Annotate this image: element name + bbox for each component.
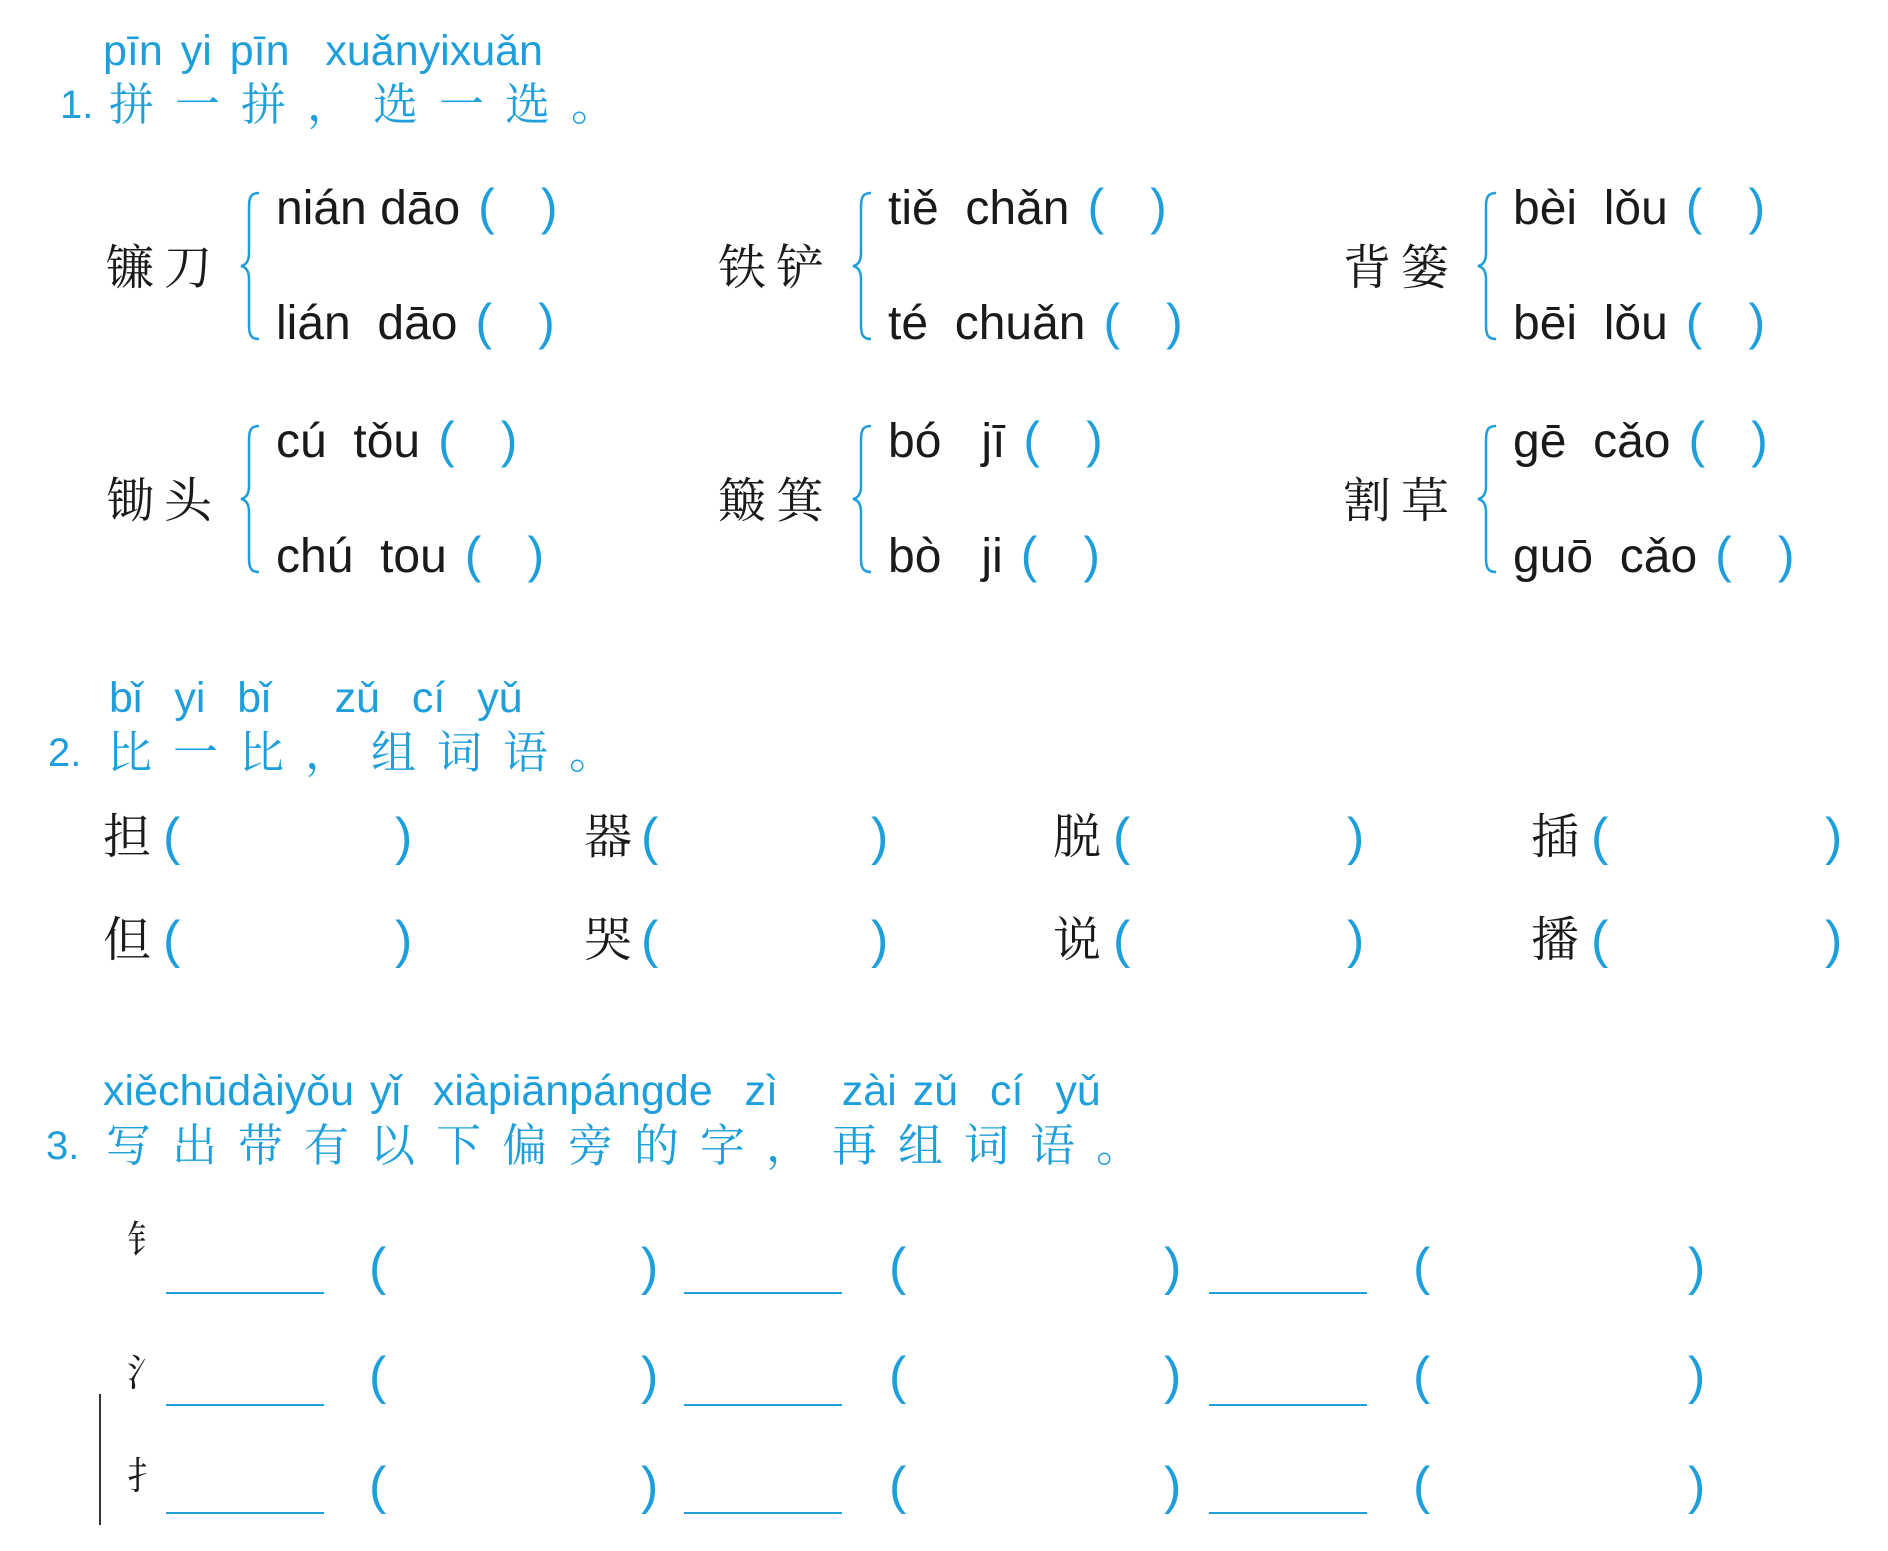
section2-pinyin: bǐ yi bǐ zǔ cí yǔ <box>109 674 523 722</box>
pinyin-text: bó jī <box>888 415 1006 468</box>
pinyin-text: bèi lǒu <box>1513 182 1668 235</box>
paren-close: ) <box>1748 294 1766 350</box>
section2-title: 比一比，组词语。 <box>107 726 636 779</box>
compare-char: 但 <box>103 912 152 968</box>
margin-line <box>99 1394 101 1525</box>
compare-char: 器 <box>584 809 633 865</box>
pinyin-option <box>1513 294 1766 350</box>
compare-cell <box>584 910 904 970</box>
pinyin-option <box>276 412 518 468</box>
pinyin-option <box>1513 179 1766 235</box>
word-group <box>1343 179 1843 350</box>
paren-close: ) <box>1688 1347 1706 1405</box>
paren-close: ) <box>1825 911 1843 969</box>
paren-open: ( <box>1023 412 1041 468</box>
paren-open: ( <box>889 1457 907 1515</box>
paren-open: ( <box>889 1347 907 1405</box>
pinyin-text: nián dāo <box>276 182 461 235</box>
paren-close: ) <box>641 1347 659 1405</box>
answer-line <box>1209 1292 1367 1294</box>
paren-close: ) <box>538 294 555 350</box>
paren-open: ( <box>478 179 495 235</box>
paren-close: ) <box>1825 808 1843 866</box>
paren-open: ( <box>1113 808 1131 866</box>
section1-number: 1. <box>60 83 94 127</box>
paren-open: ( <box>1413 1347 1431 1405</box>
paren-close: ) <box>641 1457 659 1515</box>
paren-open: ( <box>1685 294 1703 350</box>
paren-close: ) <box>1347 808 1365 866</box>
word-label: 锄头 <box>106 473 223 529</box>
section3-title: 写出带有以下偏旁的字，再组词语。 <box>106 1119 1163 1172</box>
pinyin-option <box>1513 412 1768 468</box>
answer-line <box>166 1512 324 1514</box>
paren-open: ( <box>475 294 493 350</box>
paren-close: ) <box>1164 1457 1182 1515</box>
brace-icon <box>239 191 261 341</box>
pinyin-text: bò ji <box>888 530 1003 583</box>
paren-open: ( <box>163 911 181 969</box>
answer-line <box>1209 1512 1367 1514</box>
answer-line <box>684 1512 842 1514</box>
paren-close: ) <box>395 911 413 969</box>
compare-cell <box>584 807 904 867</box>
compare-char: 担 <box>103 809 152 865</box>
paren-open: ( <box>1103 294 1121 350</box>
pinyin-option <box>276 294 555 350</box>
paren-close: ) <box>1688 1238 1706 1296</box>
paren-open: ( <box>369 1457 387 1515</box>
compare-cell <box>1053 807 1373 867</box>
paren-open: ( <box>163 808 181 866</box>
section3-number: 3. <box>46 1124 80 1168</box>
compare-char: 哭 <box>584 912 633 968</box>
paren-open: ( <box>438 412 455 468</box>
section2-number: 2. <box>48 731 82 775</box>
paren-open: ( <box>1413 1238 1431 1296</box>
compare-char: 插 <box>1531 809 1580 865</box>
paren-close: ) <box>1083 527 1101 583</box>
answer-line <box>684 1292 842 1294</box>
word-label: 铁铲 <box>718 240 835 296</box>
paren-open: ( <box>1715 527 1732 583</box>
paren-close: ) <box>1164 1238 1182 1296</box>
word-label: 割草 <box>1343 473 1460 529</box>
word-label: 背篓 <box>1343 240 1460 296</box>
paren-close: ) <box>871 911 889 969</box>
brace-icon <box>239 424 261 574</box>
pinyin-option <box>888 527 1101 583</box>
paren-open: ( <box>464 527 482 583</box>
paren-close: ) <box>395 808 413 866</box>
compare-cell <box>1531 910 1851 970</box>
compare-cell <box>103 807 423 867</box>
pinyin-text: gē cǎo <box>1513 415 1671 468</box>
paren-open: ( <box>1413 1457 1431 1515</box>
answer-line <box>1209 1404 1367 1406</box>
compare-char: 脱 <box>1053 809 1102 865</box>
paren-close: ) <box>500 412 518 468</box>
paren-close: ) <box>641 1238 659 1296</box>
paren-close: ) <box>1150 179 1167 235</box>
paren-close: ) <box>1166 294 1183 350</box>
pinyin-option <box>276 527 545 583</box>
word-label: 镰刀 <box>106 240 223 296</box>
section1-title: 拼一拼，选一选。 <box>109 78 638 131</box>
paren-close: ) <box>871 808 889 866</box>
brace-icon <box>851 191 873 341</box>
pinyin-option <box>888 294 1183 350</box>
compare-cell <box>1053 910 1373 970</box>
brace-icon <box>1476 191 1498 341</box>
pinyin-text: cú tǒu <box>276 415 421 468</box>
section1-pinyin: pīn yi pīn xuǎnyixuǎn <box>103 27 543 75</box>
section3-pinyin: xiěchūdàiyǒu yǐ xiàpiānpángde zì zài zǔ cí yǔ <box>103 1067 1101 1115</box>
paren-open: ( <box>369 1238 387 1296</box>
compare-char: 播 <box>1531 912 1580 968</box>
pinyin-option <box>888 412 1103 468</box>
brace-icon <box>851 424 873 574</box>
paren-open: ( <box>1113 911 1131 969</box>
paren-open: ( <box>641 808 659 866</box>
paren-open: ( <box>1087 179 1105 235</box>
pinyin-option <box>276 179 558 235</box>
compare-cell <box>103 910 423 970</box>
word-group <box>1343 412 1843 583</box>
word-group <box>718 412 1218 583</box>
paren-open: ( <box>889 1238 907 1296</box>
paren-close: ) <box>527 527 545 583</box>
paren-open: ( <box>1688 412 1706 468</box>
paren-open: ( <box>1020 527 1038 583</box>
paren-close: ) <box>540 179 558 235</box>
paren-close: ) <box>1164 1347 1182 1405</box>
paren-close: ) <box>1347 911 1365 969</box>
pinyin-option <box>888 179 1167 235</box>
word-group <box>106 179 606 350</box>
compare-cell <box>1531 807 1851 867</box>
paren-close: ) <box>1688 1457 1706 1515</box>
word-group <box>718 179 1218 350</box>
radical-label: 氵 <box>127 1351 166 1395</box>
pinyin-text: tiě chǎn <box>888 182 1070 235</box>
paren-open: ( <box>1591 911 1609 969</box>
answer-line <box>166 1292 324 1294</box>
word-group <box>106 412 606 583</box>
radical-label: 钅 <box>127 1218 166 1262</box>
pinyin-text: té chuǎn <box>888 297 1086 350</box>
pinyin-text: chú tou <box>276 530 447 583</box>
paren-open: ( <box>1685 179 1703 235</box>
word-label: 簸箕 <box>718 473 835 529</box>
answer-line <box>166 1404 324 1406</box>
paren-close: ) <box>1086 412 1103 468</box>
pinyin-text: guō cǎo <box>1513 530 1698 583</box>
pinyin-option <box>1513 527 1795 583</box>
radical-label: 扌 <box>127 1454 166 1498</box>
paren-close: ) <box>1748 179 1766 235</box>
paren-open: ( <box>1591 808 1609 866</box>
paren-open: ( <box>641 911 659 969</box>
pinyin-text: lián dāo <box>276 297 458 350</box>
paren-close: ) <box>1777 527 1795 583</box>
answer-line <box>684 1404 842 1406</box>
pinyin-text: bēi lǒu <box>1513 297 1668 350</box>
paren-open: ( <box>369 1347 387 1405</box>
compare-char: 说 <box>1053 912 1102 968</box>
paren-close: ) <box>1751 412 1768 468</box>
brace-icon <box>1476 424 1498 574</box>
